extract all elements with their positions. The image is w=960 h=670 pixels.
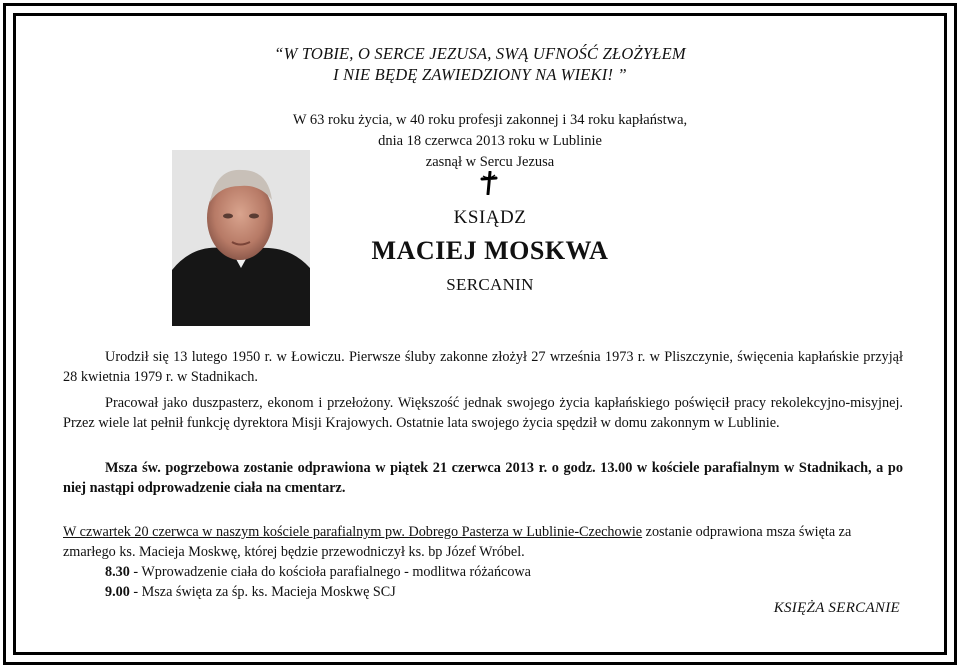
death-info xyxy=(0,110,960,173)
death-info-line-2: dnia 18 czerwca 2013 roku w Lublinie xyxy=(378,133,602,149)
death-info-line-3: zasnął w Sercu Jezusa xyxy=(425,154,555,170)
person-name: MACIEJ MOSKWA xyxy=(371,236,609,265)
death-info-line-1: W 63 roku życia, w 40 roku profesji zakonnej i 34 roku kapłaństwa, xyxy=(292,112,688,128)
schedule-text: - Msza święta za śp. ks. Macieja Moskwę SCJ xyxy=(129,584,396,600)
schedule-item xyxy=(105,582,396,602)
funeral-announcement: Msza św. pogrzebowa zostanie odprawiona w piątek 21 czerwca 2013 r. o godz. 13.00 w kościele parafialnym w Stadnikach, a po niej nastąpi odprowadzenie ciała na cmentarz. xyxy=(63,460,903,496)
quote-line-1: “W TOBIE, O SERCE JEZUSA, SWĄ UFNOŚĆ ZŁOŻYŁEM xyxy=(274,44,686,63)
person-order: SERCANIN xyxy=(446,275,534,294)
schedule-time: 8.30 xyxy=(105,564,130,580)
cross-icon xyxy=(477,171,501,195)
schedule-item xyxy=(105,562,531,582)
thursday-mass-notice xyxy=(63,522,903,562)
bio-paragraph-2: Pracował jako duszpasterz, ekonom i przełożony. Większość jednak swojego życia kapłańskiego poświęcił pracy rekolekcyjno-misyjnej. Przez wiele lat pełnił funkcję dyrektora Misji Krajowych. Ostatnie lata swojego życia spędził w domu zakonnym w Lublinie. xyxy=(63,395,903,431)
person-title: KSIĄDZ xyxy=(453,207,527,228)
signoff: KSIĘŻA SERCANIE xyxy=(773,600,900,616)
opening-quote xyxy=(0,43,960,85)
bio-paragraph-1: Urodził się 13 lutego 1950 r. w Łowiczu. Pierwsze śluby zakonne złożył 27 września 1973 r. w Pliszczynie, święcenia kapłańskie przyjął 28 kwietnia 1979 r. w Stadnikach. xyxy=(63,349,903,385)
thursday-underlined-text: W czwartek 20 czerwca w naszym kościele parafialnym pw. Dobrego Pasterza w Lublinie-Czechowie xyxy=(63,524,643,540)
schedule-text: - Wprowadzenie ciała do kościoła parafialnego - modlitwa różańcowa xyxy=(129,564,531,580)
thursday-rest-text: zostanie odprawiona msza święta za zmarłego ks. Macieja Moskwę, której będzie przewodniczył ks. bp Józef Wróbel. xyxy=(63,524,852,560)
schedule-time: 9.00 xyxy=(105,584,130,600)
quote-line-2: I NIE BĘDĘ ZAWIEDZIONY NA WIEKI! ” xyxy=(333,65,627,84)
